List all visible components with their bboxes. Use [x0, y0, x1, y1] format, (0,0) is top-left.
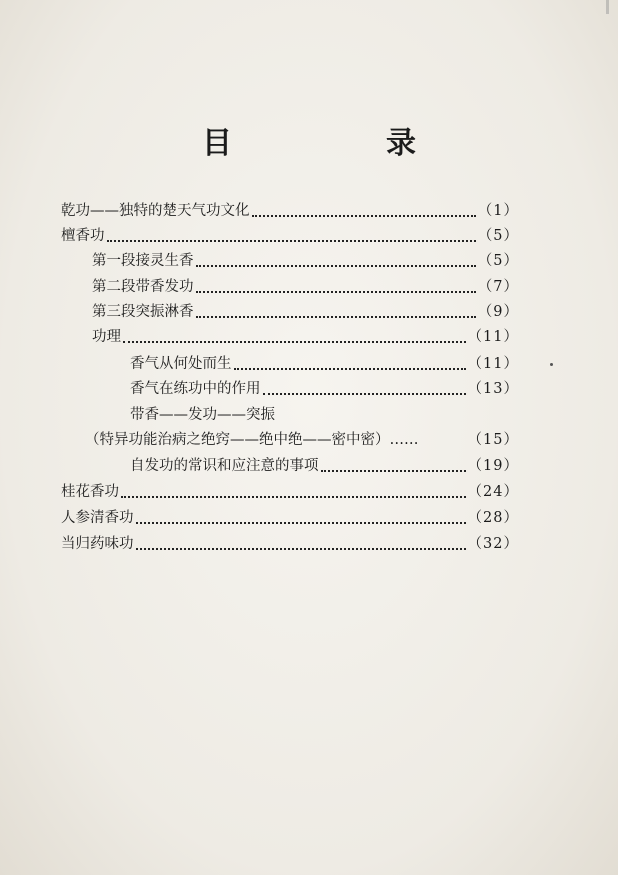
- toc-entry-page: （13）: [467, 381, 519, 397]
- toc-entry-page: （15）: [467, 432, 519, 448]
- toc-entry-label: 第二段带香发功: [92, 279, 194, 295]
- toc-entry[interactable]: [61, 477, 519, 501]
- leader-dots: [107, 239, 476, 242]
- toc-entry-label: 功理: [92, 329, 121, 345]
- toc-entry-page: （5）: [477, 253, 519, 269]
- toc-entry[interactable]: [130, 349, 519, 373]
- toc-entry-label: 香气在练功中的作用: [130, 381, 261, 397]
- toc-entry-label: 檀香功: [61, 228, 105, 244]
- leader-dots: [196, 315, 476, 318]
- toc-entry-page: （11）: [467, 329, 519, 345]
- toc-entry-page: （11）: [467, 356, 519, 372]
- toc-entry-label: 带香——发功——突振: [130, 407, 275, 423]
- toc-entry[interactable]: [130, 400, 519, 424]
- toc-entry[interactable]: [61, 503, 519, 527]
- leader-dots: [196, 264, 476, 267]
- toc-entry-page: （19）: [467, 458, 519, 474]
- toc-entry[interactable]: [130, 451, 519, 475]
- toc-entry[interactable]: [61, 196, 519, 220]
- toc-entry[interactable]: [85, 425, 519, 449]
- toc-entry-label: 香气从何处而生: [130, 356, 232, 372]
- toc-entry-page: （32）: [467, 536, 519, 552]
- toc-entry-label: 第一段接灵生香: [92, 253, 194, 269]
- toc-entry-label: 自发功的常识和应注意的事项: [130, 458, 319, 474]
- toc-entry[interactable]: [92, 272, 519, 296]
- scan-dot-mark: [550, 363, 553, 366]
- leader-dots: [321, 469, 466, 472]
- toc-entry-page: （7）: [477, 279, 519, 295]
- toc-entry-page: （1）: [477, 203, 519, 219]
- toc-entry-page: （28）: [467, 510, 519, 526]
- page-title: 目 录: [202, 126, 478, 161]
- toc-entry-label: 当归药味功: [61, 536, 134, 552]
- toc-entry-label: 桂花香功: [61, 484, 119, 500]
- leader-dots: [123, 340, 466, 343]
- toc-entry[interactable]: [92, 246, 519, 270]
- toc-entry-page: （9）: [477, 304, 519, 320]
- leader-dots: [121, 495, 466, 498]
- toc-entry-label: 乾功——独特的楚天气功文化: [61, 203, 250, 219]
- leader-dots: [136, 521, 466, 524]
- toc-entry-page: （24）: [467, 484, 519, 500]
- toc-entry[interactable]: [130, 374, 519, 398]
- toc-entry-label: 人参清香功: [61, 510, 134, 526]
- leader-dots: [263, 392, 466, 395]
- leader-dots: [196, 290, 476, 293]
- leader-dots: [234, 367, 466, 370]
- toc-entry[interactable]: [92, 297, 519, 321]
- toc-entry-page: （5）: [477, 228, 519, 244]
- toc-entry[interactable]: [61, 221, 519, 245]
- leader-dots: [252, 214, 476, 217]
- toc-entry-label: 第三段突振淋香: [92, 304, 194, 320]
- toc-entry[interactable]: [61, 529, 519, 553]
- leader-dots: [136, 547, 466, 550]
- toc-entry[interactable]: [92, 322, 519, 346]
- toc-entry-label: （特异功能治病之绝窍——绝中绝——密中密）……: [85, 432, 419, 448]
- scan-edge-mark: [606, 0, 609, 14]
